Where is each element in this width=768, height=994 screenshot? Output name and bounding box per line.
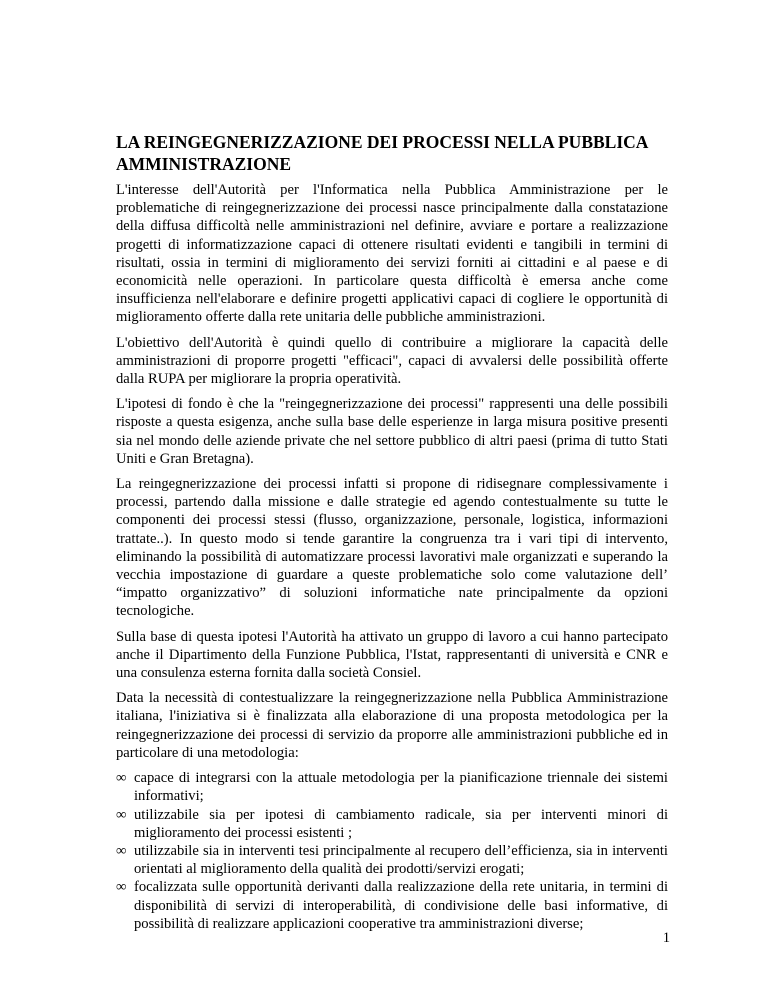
methodology-bullet-list <box>116 769 668 933</box>
list-item <box>116 842 668 878</box>
list-item-text: utilizzabile sia per ipotesi di cambiamento radicale, sia per interventi minori di miglioramento dei processi esistenti ; <box>134 806 668 841</box>
infinity-bullet-icon: ∞ <box>116 879 127 896</box>
list-item <box>116 878 668 933</box>
document-title: LA REINGEGNERIZZAZIONE DEI PROCESSI NELLA PUBBLICA AMMINISTRAZIONE <box>116 132 648 174</box>
infinity-bullet-icon: ∞ <box>116 770 127 787</box>
infinity-bullet-icon: ∞ <box>116 806 127 823</box>
list-item-text: capace di integrarsi con la attuale metodologia per la pianificazione triennale dei sistemi informativi; <box>134 770 668 805</box>
infinity-bullet-icon: ∞ <box>116 842 127 859</box>
page-number: 1 <box>662 930 670 946</box>
paragraph-working-group: Sulla base di questa ipotesi l'Autorità ha attivato un gruppo di lavoro a cui hanno partecipato anche il Dipartimento della Funzione Pubblica, l'Istat, rappresentanti di università e CNR e una consulenza esterna fornita dalla società Consiel. <box>116 628 668 682</box>
paragraph-hypothesis: L'ipotesi di fondo è che la "reingegnerizzazione dei processi" rappresenti una delle possibili risposte a questa esigenza, anche sulla base delle esperienze in larga misura positive presenti sia nel mondo delle aziende private che nel settore pubblico di altri paesi (prima di tutto Stati Uniti e Gran Bretagna). <box>116 396 668 467</box>
list-item <box>116 806 668 842</box>
paragraph-methodology: Data la necessità di contestualizzare la reingegnerizzazione nella Pubblica Amministrazione italiana, l'iniziativa si è finalizzata alla elaborazione di una proposta metodologica per la reingegnerizzazione dei processi di servizio da proporre alle amministrazioni pubbliche ed in particolare di una metodologia: <box>116 690 668 761</box>
paragraph-reengineering: La reingegnerizzazione dei processi infatti si propone di ridisegnare complessivamente i processi, partendo dalla missione e dalle strategie ed agendo contestualmente su tutte le componenti dei processi stessi (flusso, organizzazione, personale, logistica, informazioni trattate..). In questo modo si tende garantire la congruenza tra i vari tipi di intervento, eliminando la possibilità di automatizzare processi lavorativi male organizzati e superando la vecchia impostazione di guardare a queste problematiche solo come valutazione dell’ “impatto organizzativo” di soluzioni informatiche nate principalmente da opzioni tecnologiche. <box>116 476 668 620</box>
list-item-text: utilizzabile sia in interventi tesi principalmente al recupero dell’efficienza, sia in interventi orientati al miglioramento della qualità dei prodotti/servizi erogati; <box>134 842 668 878</box>
paragraph-interest: L'interesse dell'Autorità per l'Informatica nella Pubblica Amministrazione per le problematiche di reingegnerizzazione dei processi nasce principalmente dalla constatazione della diffusa difficoltà nelle amministrazioni nel definire, avviare e portare a realizzazione progetti di informatizzazione capaci di ottenere risultati evidenti e tangibili in termini di risultati, ossia in termini di miglioramento dei servizi forniti ai cittadini e al paese e di economicità nelle operazioni. In particolare questa difficoltà è emersa anche come insufficienza nell'elaborare e definire progetti applicativi capaci di cogliere le opportunità di miglioramento offerte dalla rete unitaria delle pubbliche amministrazioni. <box>116 182 668 326</box>
list-item-text: focalizzata sulle opportunità derivanti dalla realizzazione della rete unitaria, in termini di disponibilità di servizi di interoperabilità, di condivisione delle basi informative, di possibilità di realizzare applicazioni cooperative tra amministrazioni diverse; <box>134 879 668 932</box>
document-body <box>116 181 668 933</box>
paragraph-objective: L'obiettivo dell'Autorità è quindi quello di contribuire a migliorare la capacità delle amministrazioni di proporre progetti "efficaci", capaci di avvalersi delle possibilità offerte dalla RUPA per migliorare la propria operatività. <box>116 334 668 388</box>
list-item <box>116 769 668 805</box>
